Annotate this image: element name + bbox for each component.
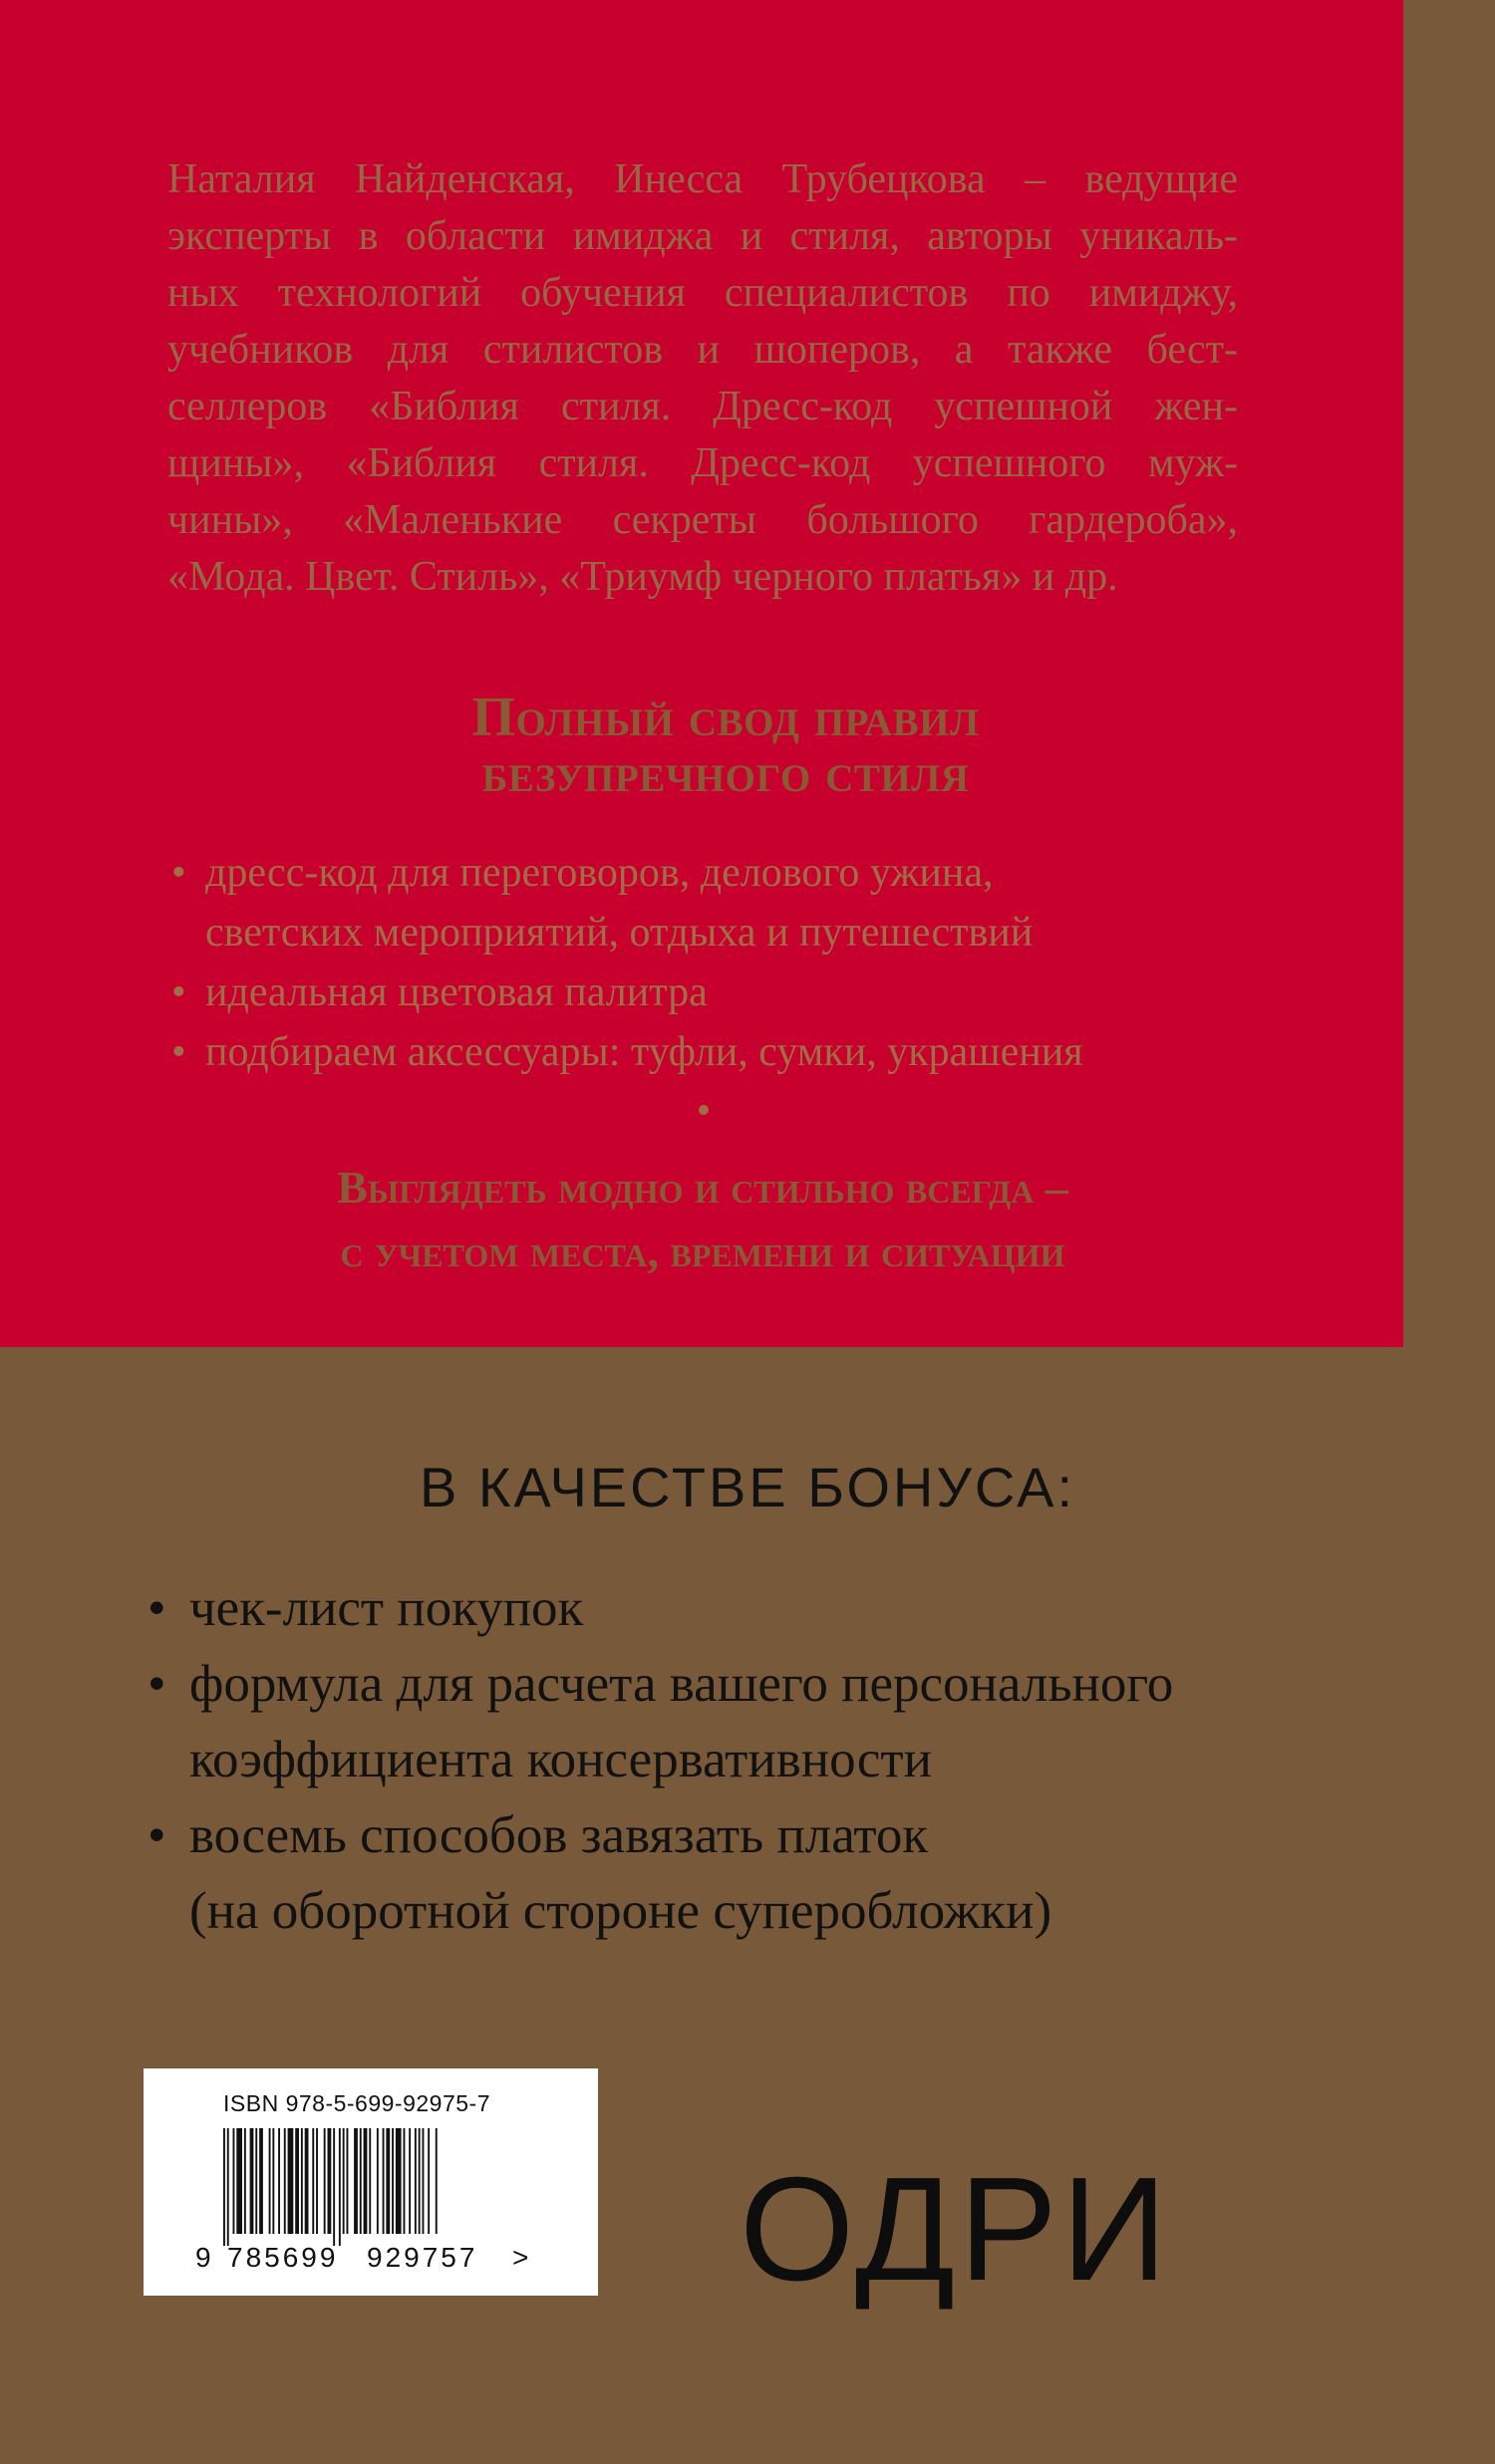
barcode-bar (259, 2128, 263, 2234)
author-line: селлеров «Библия стиля. Дресс-код успешной жен- (167, 384, 1238, 429)
barcode-bar (423, 2128, 425, 2234)
feature-item (171, 962, 1318, 1022)
barcode-bar (284, 2128, 286, 2234)
isbn-label: ISBN 978-5-699-92975-7 (223, 2090, 490, 2116)
barcode-bar (236, 2128, 242, 2234)
barcode-bar (324, 2128, 326, 2234)
barcode-bar (278, 2128, 280, 2234)
barcode-bar (223, 2128, 225, 2246)
tagline-line-1: Выглядеть модно и стильно всегда – (337, 1162, 1068, 1213)
barcode-bar (428, 2128, 430, 2234)
bonus-item-line: формула для расчета вашего персонального (189, 1655, 1174, 1713)
author-line: «Мода. Цвет. Стиль», «Триумф черного платья» и др. (167, 554, 1118, 600)
barcode-bar (244, 2128, 246, 2234)
feature-list (171, 843, 1318, 1082)
barcode-bar (364, 2128, 368, 2234)
barcode-bar (396, 2128, 402, 2234)
bonus-item-line: коэффициента консервативности (189, 1731, 932, 1788)
barcode-bar (377, 2128, 379, 2234)
author-line: щины», «Библия стиля. Дресс-код успешного муж- (167, 440, 1238, 486)
headline-line-2: безупречного стиля (481, 742, 970, 804)
barcode-box (144, 2068, 598, 2296)
author-line: ных технологий обучения специалистов по имиджу, (167, 270, 1238, 316)
barcode-bar (295, 2128, 299, 2234)
barcode-digit-group-2: 929757 (367, 2242, 478, 2273)
barcode-bar (436, 2128, 438, 2234)
bonus-item-line: восемь способов завязать платок (189, 1806, 929, 1864)
publisher-logo: ОДРИ (740, 2147, 1172, 2312)
tagline (100, 1156, 1306, 1283)
author-paragraph (167, 151, 1238, 606)
feature-item-line: светских мероприятий, отдыха и путешествий (205, 910, 1034, 956)
headline (167, 686, 1284, 804)
barcode-bar (383, 2128, 385, 2234)
author-line: учебников для стилистов и шоперов, а также бест- (167, 327, 1238, 373)
feature-item-line: подбираем аксессуары: туфли, сумки, украшения (205, 1029, 1083, 1075)
barcode-bar (339, 2128, 341, 2246)
barcode-bar (415, 2128, 417, 2234)
barcode-digit-first: 9 (195, 2242, 211, 2273)
separator-dot-icon: • (696, 1088, 712, 1134)
barcode-bar (369, 2128, 371, 2234)
barcode-bar (312, 2128, 314, 2234)
barcode-bar (354, 2128, 358, 2234)
feature-item-line: идеальная цветовая палитра (205, 969, 708, 1015)
author-line: эксперты в области имиджа и стиля, авторы уникаль- (167, 213, 1238, 259)
bullet-icon: • (171, 1029, 186, 1075)
author-line: чины», «Маленькие секреты большого гардероба», (167, 497, 1238, 543)
bonus-item (148, 1646, 1393, 1797)
bonus-item-line: чек-лист покупок (189, 1579, 584, 1637)
barcode-bar (328, 2128, 332, 2234)
barcode-digit-end: > (512, 2242, 529, 2273)
author-line: Наталия Найденская, Инесса Трубецкова – ведущие (167, 156, 1238, 202)
barcode-bar (255, 2128, 257, 2234)
feature-item-line: дресс-код для переговоров, делового ужина, (205, 850, 994, 896)
barcode-bar (227, 2128, 229, 2246)
bonus-item (148, 1797, 1393, 1949)
bullet-icon: • (148, 1579, 166, 1637)
barcode-bar (409, 2128, 411, 2234)
bonus-item (148, 1570, 1393, 1646)
barcode-bar (360, 2128, 362, 2234)
barcode-bar (272, 2128, 274, 2234)
bullet-icon: • (148, 1655, 166, 1713)
headline-line-1: Полный свод правил (471, 686, 980, 748)
barcode-bar (305, 2128, 309, 2234)
barcode-bar (316, 2128, 318, 2234)
barcode-icon (223, 2128, 512, 2248)
bullet-icon: • (171, 969, 186, 1015)
barcode-bar (343, 2128, 345, 2234)
bullet-icon: • (148, 1806, 166, 1864)
barcode-bar (347, 2128, 349, 2234)
barcode-digit-group-1: 785699 (227, 2242, 339, 2273)
barcode-bar (301, 2128, 303, 2234)
barcode-bar (404, 2128, 406, 2234)
barcode-bar (233, 2128, 235, 2234)
barcode-bar (419, 2128, 421, 2234)
barcode-bar (250, 2128, 254, 2234)
bonus-list (148, 1570, 1393, 1949)
bonus-item-line: (на оборотной стороне суперобложки) (189, 1882, 1052, 1940)
feature-item (171, 843, 1318, 962)
feature-item (171, 1022, 1318, 1082)
barcode-bar (269, 2128, 271, 2234)
barcode-bar (288, 2128, 294, 2234)
tagline-line-2: с учетом места, времени и ситуации (340, 1226, 1065, 1276)
barcode-bar (333, 2128, 335, 2246)
barcode-bar (392, 2128, 394, 2234)
barcode-bar (386, 2128, 390, 2234)
bonus-title: В КАЧЕСТВЕ БОНУСА: (419, 1456, 1076, 1518)
bullet-icon: • (171, 850, 186, 896)
